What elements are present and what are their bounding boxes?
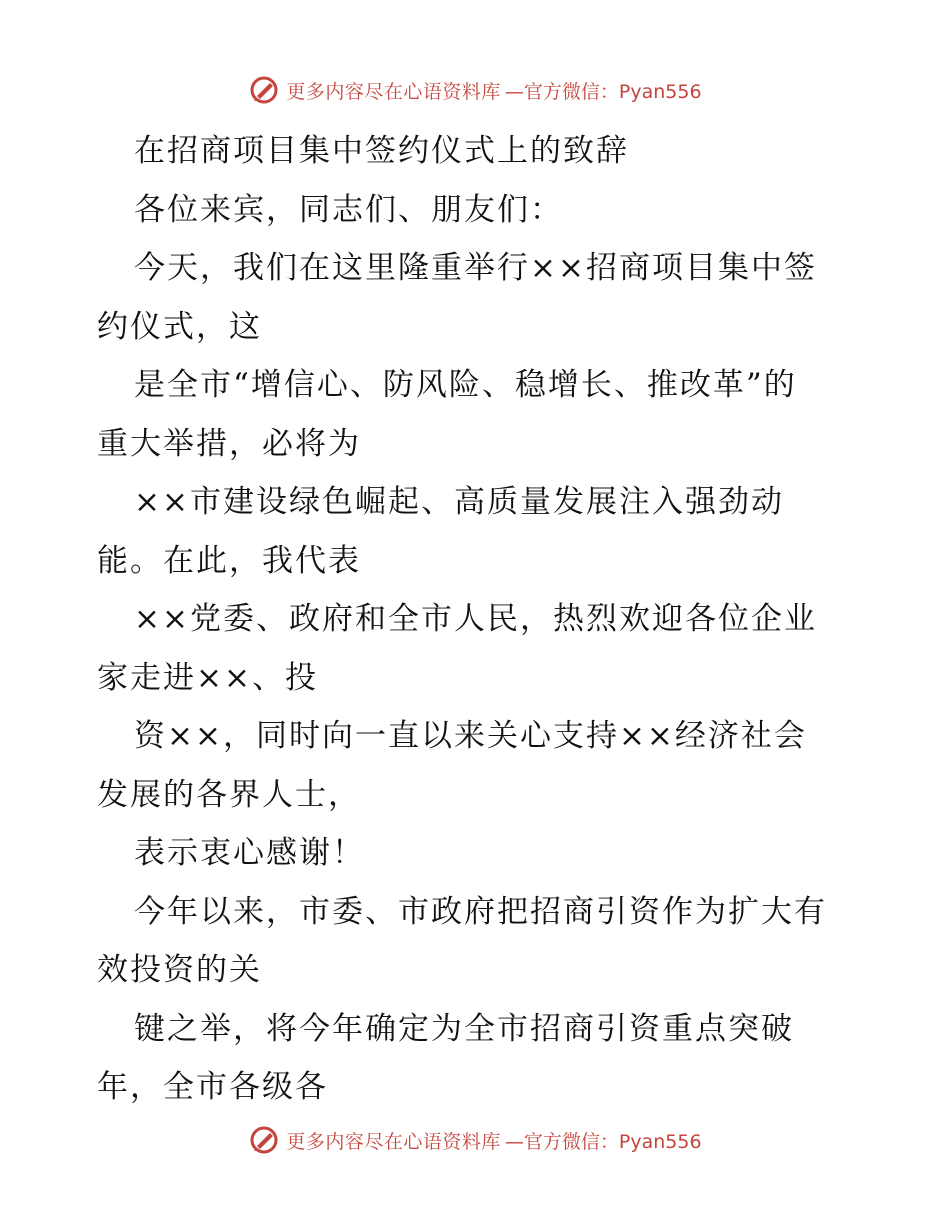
text-line: 今年以来，市委、市政府把招商引资作为扩大有 xyxy=(134,893,827,930)
text-line: 表示衷心感谢！ xyxy=(134,835,365,871)
text-line: 年，全市各级各 xyxy=(97,1069,328,1105)
brush-logo-icon xyxy=(248,74,280,106)
text-line: 键之举，将今年确定为全市招商引资重点突破 xyxy=(134,1010,794,1047)
text-line: ××党委、政府和全市人民，热烈欢迎各位企业 xyxy=(134,601,817,637)
footer-watermark xyxy=(0,1120,950,1160)
header-wechat: —官方微信：Pyan556 xyxy=(504,80,702,103)
text-line: 各位来宾，同志们、朋友们： xyxy=(134,191,563,228)
brush-logo-icon xyxy=(248,1124,280,1156)
text-line: 效投资的关 xyxy=(97,952,262,988)
document-title: 在招商项目集中签约仪式上的致辞 xyxy=(134,133,629,169)
text-line: 约仪式，这 xyxy=(97,308,262,345)
text-line: 能。在此，我代表 xyxy=(97,542,361,579)
text-line: 是全市“增信心、防风险、稳增长、推改革”的 xyxy=(134,367,797,403)
text-line: 发展的各界人士， xyxy=(97,776,361,813)
header-label: 更多内容尽在心语资料库 xyxy=(286,80,501,103)
text-line: ××市建设绿色崛起、高质量发展注入强劲动 xyxy=(134,484,784,520)
header-watermark xyxy=(0,70,950,110)
footer-label: 更多内容尽在心语资料库 xyxy=(286,1130,501,1153)
document-body xyxy=(97,122,857,1117)
text-line: 今天，我们在这里隆重举行××招商项目集中签 xyxy=(134,250,817,286)
footer-wechat: —官方微信：Pyan556 xyxy=(504,1130,702,1153)
text-line: 家走进××、投 xyxy=(97,659,318,696)
text-line: 资××，同时向一直以来关心支持××经济社会 xyxy=(134,718,807,754)
text-line: 重大举措，必将为 xyxy=(97,425,361,462)
